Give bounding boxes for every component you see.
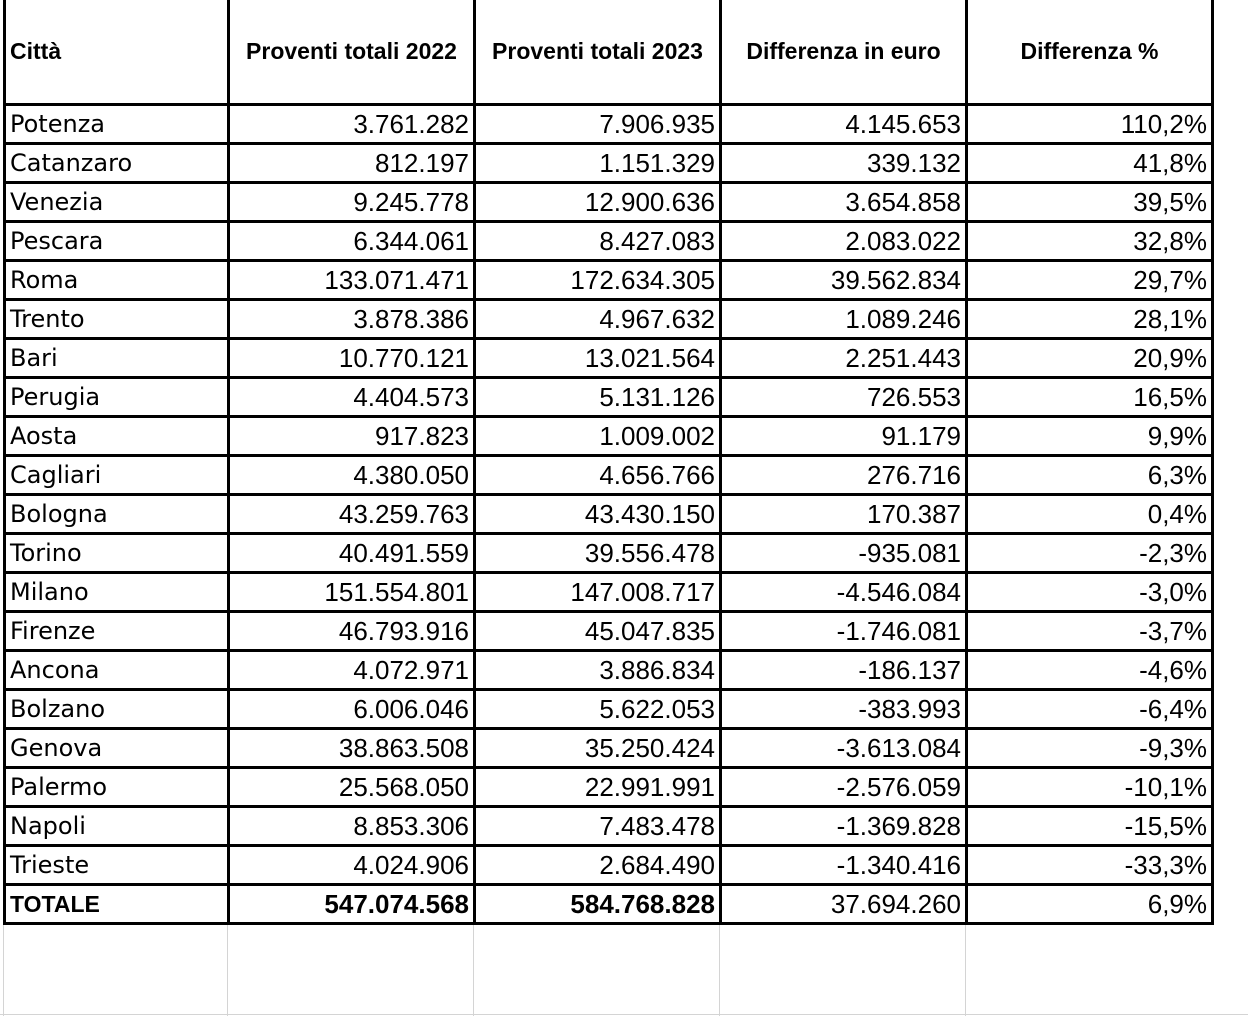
cell-diff-euro[interactable]: 276.716	[721, 456, 967, 495]
table-row	[5, 378, 1213, 417]
cell-2023[interactable]: 12.900.636	[475, 183, 721, 222]
cell-city[interactable]: Bari	[5, 339, 229, 378]
cell-2023[interactable]: 13.021.564	[475, 339, 721, 378]
cell-2022[interactable]: 6.344.061	[229, 222, 475, 261]
cell-total-2023[interactable]: 584.768.828	[475, 885, 721, 924]
cell-diff-pct[interactable]: -3,0%	[967, 573, 1213, 612]
cell-diff-euro[interactable]: 1.089.246	[721, 300, 967, 339]
cell-diff-pct[interactable]: 0,4%	[967, 495, 1213, 534]
cell-city[interactable]: Venezia	[5, 183, 229, 222]
cell-diff-euro[interactable]: 4.145.653	[721, 105, 967, 144]
cell-diff-pct[interactable]: 28,1%	[967, 300, 1213, 339]
cell-diff-pct[interactable]: -15,5%	[967, 807, 1213, 846]
cell-diff-pct[interactable]: 110,2%	[967, 105, 1213, 144]
table-row	[5, 417, 1213, 456]
cell-diff-pct[interactable]: -9,3%	[967, 729, 1213, 768]
cell-diff-euro[interactable]: 170.387	[721, 495, 967, 534]
cell-city[interactable]: Trento	[5, 300, 229, 339]
table-row	[5, 261, 1213, 300]
cell-2022[interactable]: 917.823	[229, 417, 475, 456]
cell-diff-euro[interactable]: -186.137	[721, 651, 967, 690]
cell-diff-pct[interactable]: 29,7%	[967, 261, 1213, 300]
cell-diff-euro[interactable]: -3.613.084	[721, 729, 967, 768]
cell-2022[interactable]: 9.245.778	[229, 183, 475, 222]
table-row	[5, 339, 1213, 378]
table-row	[5, 690, 1213, 729]
cell-2023[interactable]: 1.151.329	[475, 144, 721, 183]
cell-total-diff-euro[interactable]: 37.694.260	[721, 885, 967, 924]
cell-diff-euro[interactable]: 39.562.834	[721, 261, 967, 300]
table-row	[5, 534, 1213, 573]
cell-diff-euro[interactable]: 3.654.858	[721, 183, 967, 222]
header-cell-2023[interactable]: Proventi totali 2023	[475, 0, 721, 105]
cell-2023[interactable]: 172.634.305	[475, 261, 721, 300]
cell-diff-pct[interactable]: -6,4%	[967, 690, 1213, 729]
cell-2022[interactable]: 25.568.050	[229, 768, 475, 807]
cell-2023[interactable]: 4.656.766	[475, 456, 721, 495]
cell-diff-euro[interactable]: 339.132	[721, 144, 967, 183]
header-cell-2022[interactable]: Proventi totali 2022	[229, 0, 475, 105]
cell-diff-pct[interactable]: 20,9%	[967, 339, 1213, 378]
cell-2023[interactable]: 22.991.991	[475, 768, 721, 807]
cell-diff-euro[interactable]: -383.993	[721, 690, 967, 729]
cell-2022[interactable]: 3.761.282	[229, 105, 475, 144]
cell-2022[interactable]: 46.793.916	[229, 612, 475, 651]
cell-2022[interactable]: 8.853.306	[229, 807, 475, 846]
cell-diff-euro[interactable]: 2.251.443	[721, 339, 967, 378]
cell-2022[interactable]: 4.380.050	[229, 456, 475, 495]
cell-diff-euro[interactable]: -1.746.081	[721, 612, 967, 651]
cell-city[interactable]: Firenze	[5, 612, 229, 651]
cell-diff-euro[interactable]: 91.179	[721, 417, 967, 456]
cell-2022[interactable]: 6.006.046	[229, 690, 475, 729]
cell-2022[interactable]: 3.878.386	[229, 300, 475, 339]
cell-total-label[interactable]: TOTALE	[5, 885, 229, 924]
cell-2022[interactable]: 4.072.971	[229, 651, 475, 690]
cell-diff-pct[interactable]: -4,6%	[967, 651, 1213, 690]
cell-city[interactable]: Bolzano	[5, 690, 229, 729]
cell-diff-pct[interactable]: 39,5%	[967, 183, 1213, 222]
cell-2022[interactable]: 10.770.121	[229, 339, 475, 378]
cell-2022[interactable]: 38.863.508	[229, 729, 475, 768]
cell-diff-euro[interactable]: -4.546.084	[721, 573, 967, 612]
cell-city[interactable]: Aosta	[5, 417, 229, 456]
cell-city[interactable]: Ancona	[5, 651, 229, 690]
table-row	[5, 612, 1213, 651]
cell-city[interactable]: Catanzaro	[5, 144, 229, 183]
cell-2022[interactable]: 40.491.559	[229, 534, 475, 573]
cell-2023[interactable]: 43.430.150	[475, 495, 721, 534]
table-row	[5, 768, 1213, 807]
table-row	[5, 222, 1213, 261]
cell-city[interactable]: Potenza	[5, 105, 229, 144]
table-row	[5, 807, 1213, 846]
cell-city[interactable]: Trieste	[5, 846, 229, 885]
cell-2023[interactable]: 5.131.126	[475, 378, 721, 417]
cell-city[interactable]: Roma	[5, 261, 229, 300]
table-row	[5, 456, 1213, 495]
cell-city[interactable]: Bologna	[5, 495, 229, 534]
revenue-table	[3, 0, 1214, 925]
cell-city[interactable]: Genova	[5, 729, 229, 768]
cell-total-diff-pct[interactable]: 6,9%	[967, 885, 1213, 924]
table-row	[5, 495, 1213, 534]
header-row	[5, 0, 1213, 105]
cell-diff-euro[interactable]: 726.553	[721, 378, 967, 417]
cell-diff-pct[interactable]: 32,8%	[967, 222, 1213, 261]
total-row	[5, 885, 1213, 924]
cell-2023[interactable]: 5.622.053	[475, 690, 721, 729]
cell-diff-pct[interactable]: 9,9%	[967, 417, 1213, 456]
cell-diff-euro[interactable]: -1.369.828	[721, 807, 967, 846]
table-row	[5, 846, 1213, 885]
cell-city[interactable]: Torino	[5, 534, 229, 573]
cell-2023[interactable]: 8.427.083	[475, 222, 721, 261]
header-cell-diff-pct[interactable]: Differenza %	[967, 0, 1213, 105]
cell-2023[interactable]: 1.009.002	[475, 417, 721, 456]
cell-diff-pct[interactable]: -10,1%	[967, 768, 1213, 807]
cell-city[interactable]: Perugia	[5, 378, 229, 417]
cell-2023[interactable]: 35.250.424	[475, 729, 721, 768]
cell-diff-euro[interactable]: 2.083.022	[721, 222, 967, 261]
cell-2023[interactable]: 45.047.835	[475, 612, 721, 651]
cell-city[interactable]: Milano	[5, 573, 229, 612]
table-row	[5, 300, 1213, 339]
cell-diff-pct[interactable]: 41,8%	[967, 144, 1213, 183]
cell-2023[interactable]: 4.967.632	[475, 300, 721, 339]
cell-diff-pct[interactable]: -33,3%	[967, 846, 1213, 885]
table-row	[5, 183, 1213, 222]
cell-city[interactable]: Cagliari	[5, 456, 229, 495]
header-cell-diff-euro[interactable]: Differenza in euro	[721, 0, 967, 105]
table-row	[5, 729, 1213, 768]
cell-2023[interactable]: 7.483.478	[475, 807, 721, 846]
cell-diff-pct[interactable]: 6,3%	[967, 456, 1213, 495]
header-cell-city[interactable]: Città	[5, 0, 229, 105]
cell-total-2022[interactable]: 547.074.568	[229, 885, 475, 924]
table-row	[5, 144, 1213, 183]
cell-diff-pct[interactable]: -3,7%	[967, 612, 1213, 651]
cell-2023[interactable]: 7.906.935	[475, 105, 721, 144]
cell-2022[interactable]: 151.554.801	[229, 573, 475, 612]
cell-2022[interactable]: 4.404.573	[229, 378, 475, 417]
table-row	[5, 105, 1213, 144]
cell-2022[interactable]: 133.071.471	[229, 261, 475, 300]
table-row	[5, 651, 1213, 690]
cell-city[interactable]: Pescara	[5, 222, 229, 261]
cell-diff-pct[interactable]: 16,5%	[967, 378, 1213, 417]
table-row	[5, 573, 1213, 612]
cell-2023[interactable]: 2.684.490	[475, 846, 721, 885]
cell-city[interactable]: Palermo	[5, 768, 229, 807]
cell-2023[interactable]: 147.008.717	[475, 573, 721, 612]
grid-line	[0, 1014, 1248, 1015]
cell-2023[interactable]: 3.886.834	[475, 651, 721, 690]
cell-diff-pct[interactable]: -2,3%	[967, 534, 1213, 573]
cell-diff-euro[interactable]: -1.340.416	[721, 846, 967, 885]
cell-2023[interactable]: 39.556.478	[475, 534, 721, 573]
cell-diff-euro[interactable]: -935.081	[721, 534, 967, 573]
cell-2022[interactable]: 812.197	[229, 144, 475, 183]
cell-2022[interactable]: 4.024.906	[229, 846, 475, 885]
cell-diff-euro[interactable]: -2.576.059	[721, 768, 967, 807]
cell-2022[interactable]: 43.259.763	[229, 495, 475, 534]
cell-city[interactable]: Napoli	[5, 807, 229, 846]
